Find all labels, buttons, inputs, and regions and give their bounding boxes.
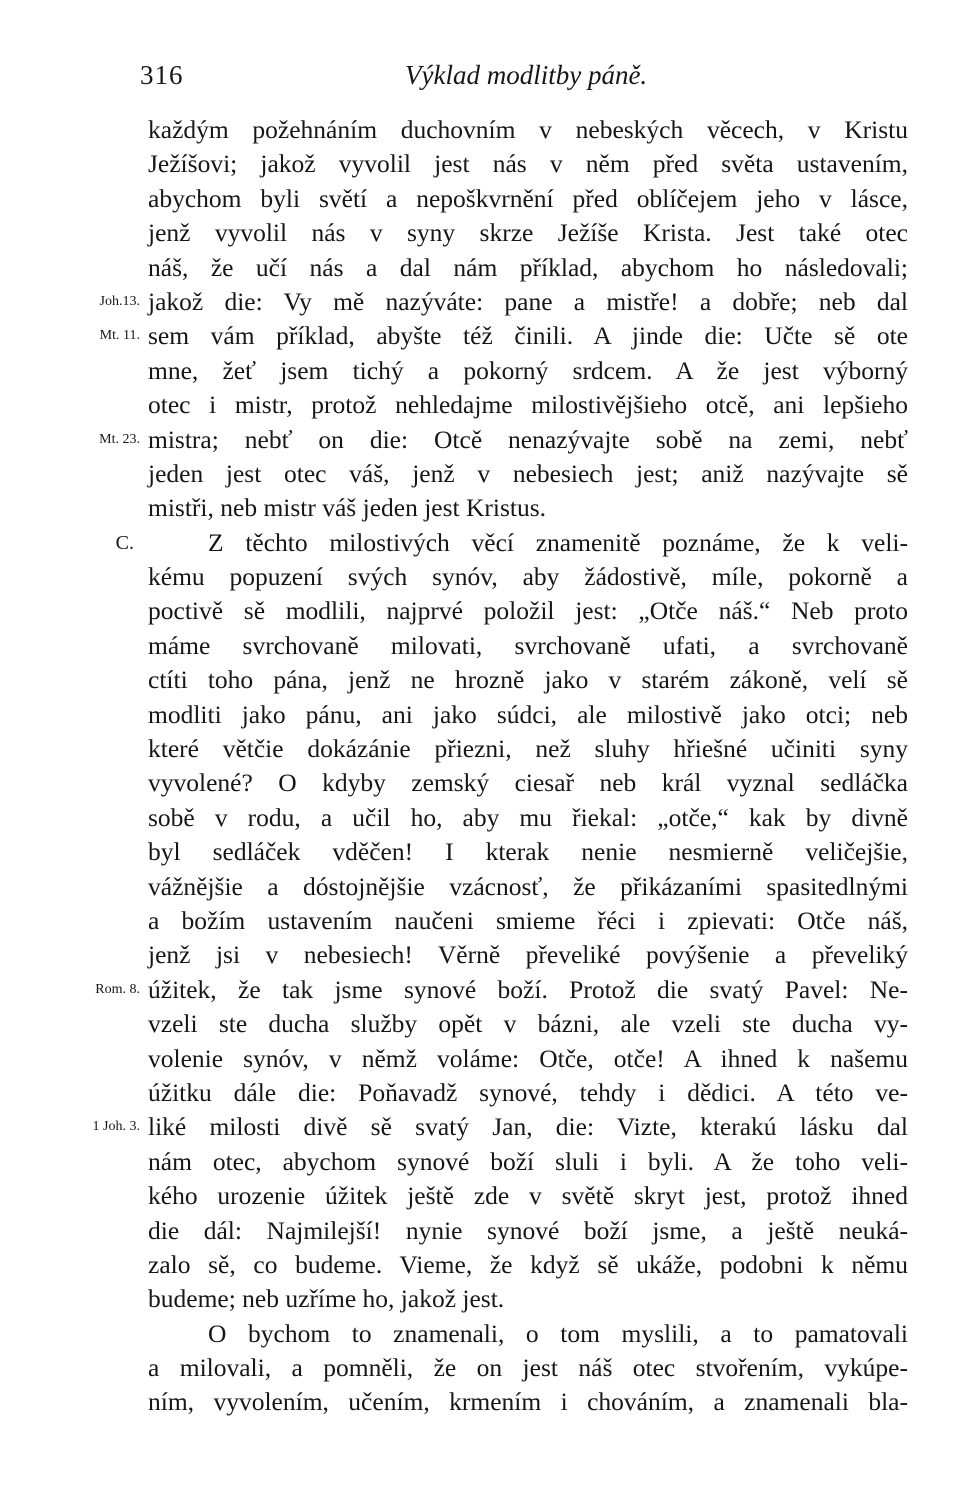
text-line [148,1248,908,1282]
text-line [95,973,908,1007]
text-line [148,354,908,388]
text-line [148,732,908,766]
text-line [92,1110,908,1144]
running-title: Výklad modlitby páně. [405,60,648,90]
line-text: ctíti toho pána, jenž ne hrozně jako v starém zákoně, velí sě [148,665,908,695]
marginal-reference: Mt. 11. [99,328,140,344]
text-line [148,216,908,250]
text-line [148,1076,908,1110]
line-text: a milovali, a pomněli, že on jest náš otec stvořením, vykúpe- [148,1353,908,1383]
text-line [148,1317,908,1351]
line-text: kému popuzení svých synóv, aby žádostivě, míle, pokorně a [148,562,908,592]
line-text: Ježíšovi; jakož vyvolil jest nás v něm před světa ustavením, [148,149,908,179]
line-text: náš, že učí nás a dal nám příklad, abychom ho následovali; [148,252,908,282]
text-line [148,182,908,216]
line-text: zalo sě, co budeme. Vieme, že když sě ukáže, podobni k němu [148,1249,908,1279]
text-line [148,1351,908,1385]
text-line [148,491,908,525]
page-number: 316 [140,60,184,90]
line-text: die dál: Najmilejší! nynie synové boží jsme, a ještě neuká- [148,1215,908,1245]
text-line [148,766,908,800]
line-text: Z těchto milostivých věcí znamenitě poznáme, že k veli- [208,527,908,557]
marginal-reference: Joh.13. [99,293,140,309]
line-text: úžitku dále die: Poňavadž synové, tehdy i dědici. A této ve- [148,1077,908,1107]
line-text: sobě v rodu, a učil ho, aby mu řiekal: „otče,“ kak by divně [148,802,908,832]
text-line [148,1179,908,1213]
text-line [99,423,908,457]
text-line [148,835,908,869]
text-line [148,560,908,594]
line-text: jeden jest otec váš, jenž v nebesiech jest; aniž nazývajte sě [148,458,908,488]
text-line [148,113,908,147]
line-text: máme svrchovaně milovati, svrchovaně ufati, a svrchovaně [148,630,908,660]
section-marker: C. [115,531,134,554]
text-line [99,285,908,319]
line-text: mistři, neb mistr váš jeden jest Kristus. [148,493,547,523]
text-line [148,388,908,422]
text-line [148,457,908,491]
page-header [0,60,960,96]
line-text: liké milosti divě sě svatý Jan, die: Vizte, kterakú lásku dal [148,1112,908,1142]
text-line [148,147,908,181]
line-text: vážnějšie a dóstojnějšie vzácnosť, že přikázaními spasitedlnými [148,871,908,901]
text-line [148,1007,908,1041]
marginal-reference: 1 Joh. 3. [92,1119,140,1135]
line-text: mistra; nebť on die: Otcě nenazývajte sobě na zemi, nebť [148,424,908,454]
text-line [115,526,908,560]
line-text: úžitek, že tak jsme synové boží. Protož die svatý Pavel: Ne- [148,974,908,1004]
text-line [148,801,908,835]
text-line [148,1042,908,1076]
text-line [148,1282,908,1316]
line-text: každým požehnáním duchovním v nebeských věcech, v Kristu [148,115,908,144]
line-text: jenž jsi v nebesiech! Věrně převeliké povýšenie a převeliký [148,940,908,970]
line-text: vzeli ste ducha služby opět v bázni, ale vzeli ste ducha vy- [148,1009,908,1039]
text-line [148,1385,908,1419]
line-text: O bychom to znamenali, o tom myslili, a to pamatovali [208,1318,908,1348]
text-line [148,1145,908,1179]
text-line [148,698,908,732]
line-text: volenie synóv, v němž voláme: Otče, otče! A ihned k našemu [148,1043,908,1073]
text-line [99,319,908,353]
text-line [148,251,908,285]
line-text: vyvolené? O kdyby zemský ciesař neb král vyznal sedláčka [148,768,908,798]
line-text: abychom byli světí a nepoškvrnění před oblíčejem jeho v lásce, [148,183,908,213]
line-text: sem vám příklad, abyšte též činili. A jinde die: Učte sě ote [148,321,908,351]
line-text: mne, žeť jsem tichý a pokorný srdcem. A že jest výborný [148,355,908,385]
text-line [148,904,908,938]
text-line [148,938,908,972]
line-text: modliti jako pánu, ani jako súdci, ale milostivě jako otci; neb [148,699,908,729]
line-text: kého urozenie úžitek ještě zde v světě skryt jest, protož ihned [148,1181,908,1211]
line-text: které větčie dokázánie přiezni, než sluhy hřiešné učiniti syny [148,734,908,764]
body-text [92,113,908,1420]
line-text: a božím ustavením naučeni smieme řéci i zpievati: Otče náš, [148,905,908,935]
text-line [148,594,908,628]
marginal-reference: Mt. 23. [99,431,140,447]
marginal-reference: Rom. 8. [95,981,140,997]
line-text: poctivě sě modlili, najprvé položil jest: „Otče náš.“ Neb proto [148,596,908,626]
line-text: nám otec, abychom synové boží sluli i byli. A že toho veli- [148,1146,908,1176]
line-text: ním, vyvolením, učením, krmením i chováním, a znamenali bla- [148,1387,908,1417]
text-line [148,1214,908,1248]
text-line [148,663,908,697]
line-text: jakož die: Vy mě nazýváte: pane a mistře! a dobře; neb dal [148,286,908,316]
text-line [148,629,908,663]
line-text: jenž vyvolil nás v syny skrze Ježíše Krista. Jest také otec [148,218,908,248]
text-line [148,870,908,904]
line-text: budeme; neb uzříme ho, jakož jest. [148,1284,505,1314]
line-text: byl sedláček vděčen! I kterak nenie nesmierně veličejšie, [148,837,908,867]
line-text: otec i mistr, protož nehledajme milostivějšieho otcě, ani lepšieho [148,390,908,420]
